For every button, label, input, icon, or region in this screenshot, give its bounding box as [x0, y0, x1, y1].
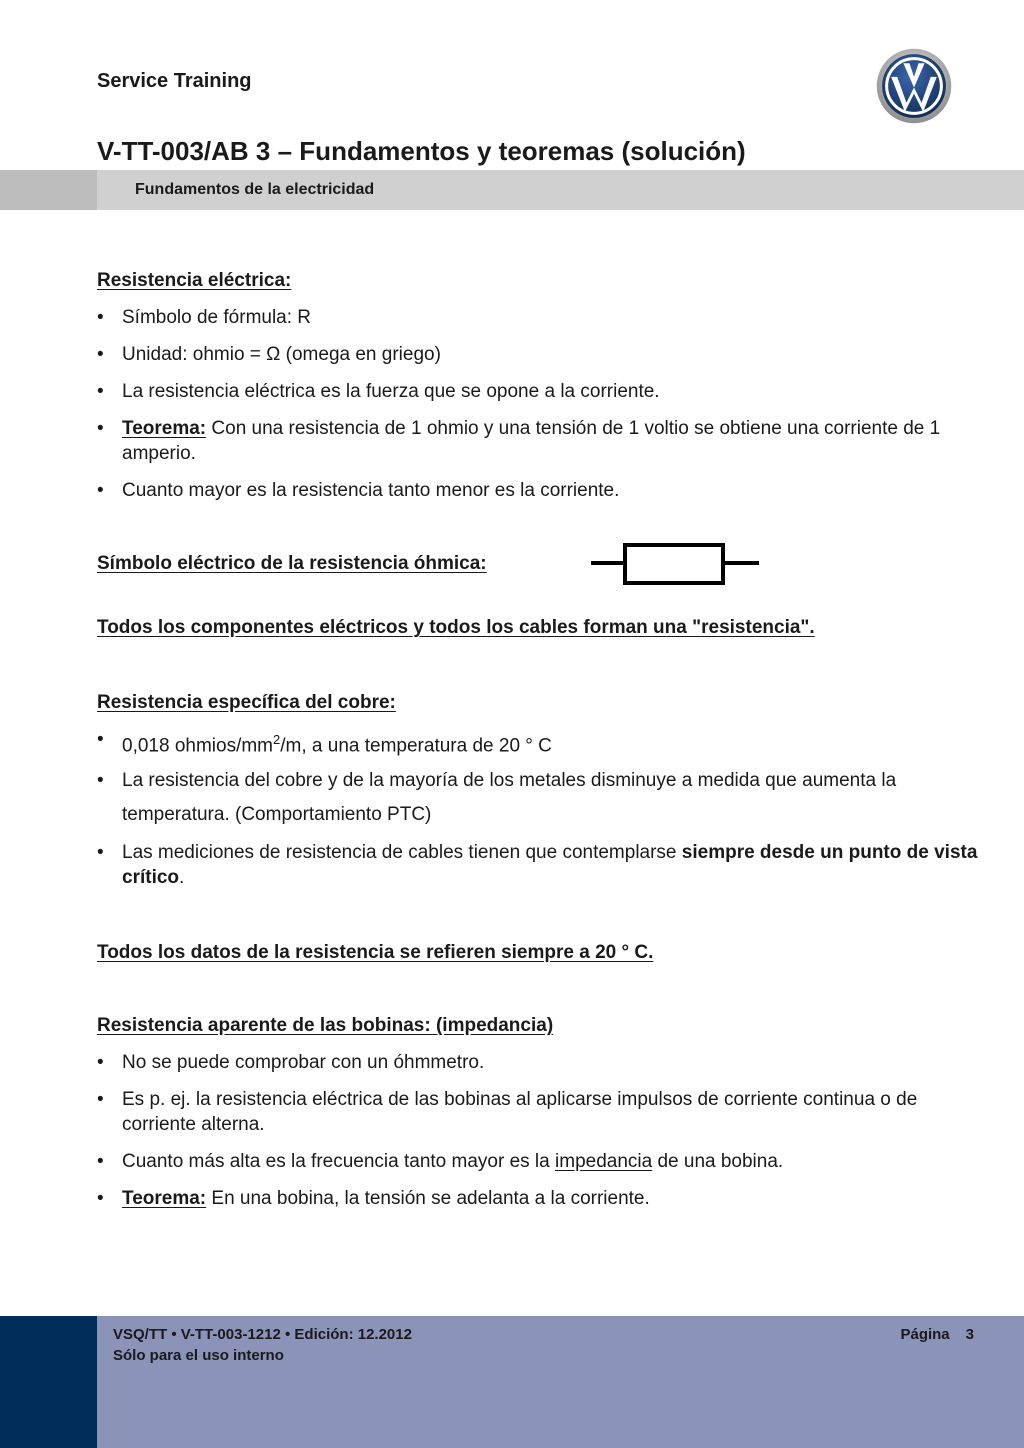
list-item-text: Es p. ej. la resistencia eléctrica de las bobinas al aplicarse impulsos de corriente continua o de corriente alterna.: [122, 1089, 918, 1136]
list-item: [97, 416, 992, 466]
resistor-symbol-icon: [589, 541, 761, 585]
list-item-text: Cuanto mayor es la resistencia tanto menor es la corriente.: [122, 480, 620, 501]
list-item: [97, 1149, 992, 1174]
bullet-dot: •: [97, 770, 104, 792]
superscript: 2: [273, 732, 281, 747]
subtitle-bar-accent: [0, 170, 97, 210]
bullet-list: [97, 305, 992, 503]
list-item-text: La resistencia eléctrica es la fuerza que se opone a la corriente.: [122, 381, 660, 402]
bullet-dot: •: [97, 307, 104, 328]
document-title: V-TT-003/AB 3 – Fundamentos y teoremas (solución): [97, 136, 746, 166]
footer-page-indicator: [900, 1326, 974, 1343]
list-item-text: En una bobina, la tensión se adelanta a la corriente.: [206, 1188, 650, 1210]
section-resistencia-electrica: [97, 268, 992, 503]
section-resistencia-cobre: [97, 690, 992, 890]
list-item-text: 0,018 ohmios/mm: [122, 735, 274, 757]
list-item-text: Unidad: ohmio = Ω (omega en griego): [122, 344, 441, 365]
bullet-dot: •: [97, 1151, 104, 1173]
bullet-dot: •: [97, 729, 104, 750]
page-label: Página: [900, 1326, 950, 1343]
bullet-dot: •: [97, 344, 104, 365]
section-heading: Símbolo eléctrico de la resistencia óhmica:: [97, 553, 487, 574]
footer-bar: [0, 1316, 1024, 1448]
list-item-text: La resistencia del cobre y de la mayoría de los metales disminuye a medida que aumenta la temperatura. (Comportamiento PTC): [122, 770, 897, 826]
list-item-text: .: [179, 867, 185, 889]
footer-document-info: VSQ/TT • V-TT-003-1212 • Edición: 12.2012: [113, 1326, 412, 1343]
list-item-text: Símbolo de fórmula: R: [122, 307, 312, 328]
section-heading: Todos los componentes eléctricos y todos los cables forman una "resistencia".: [97, 617, 815, 638]
bullet-dot: •: [97, 842, 104, 864]
bullet-dot: •: [97, 1089, 104, 1111]
bullet-dot: •: [97, 480, 104, 501]
list-item: [97, 342, 992, 367]
section-todos-componentes: [97, 615, 992, 640]
subtitle-text: Fundamentos de la electricidad: [135, 181, 375, 198]
bullet-list: [97, 1050, 992, 1211]
section-resistencia-aparente: [97, 1013, 992, 1211]
list-item-text: No se puede comprobar con un óhmmetro.: [122, 1052, 485, 1074]
section-heading: Resistencia aparente de las bobinas: (impedancia): [97, 1015, 554, 1037]
list-item-text: /m, a una temperatura de 20 ° C: [280, 735, 552, 757]
theorem-label: Teorema:: [122, 418, 207, 439]
list-item: [97, 1050, 992, 1075]
list-item-text: Cuanto más alta es la frecuencia tanto mayor es la: [122, 1151, 556, 1173]
underlined-term: impedancia: [555, 1151, 653, 1173]
service-training-label: Service Training: [97, 70, 252, 92]
bullet-dot: •: [97, 381, 104, 402]
section-datos-resistencia: [97, 940, 992, 965]
section-heading: Todos los datos de la resistencia se refieren siempre a 20 ° C.: [97, 942, 654, 964]
list-item-text: de una bobina.: [652, 1151, 784, 1173]
bullet-dot: •: [97, 418, 104, 439]
list-item: [97, 305, 992, 330]
bullet-list: [97, 727, 992, 890]
volkswagen-logo-icon: [876, 48, 952, 124]
list-item: [97, 840, 992, 890]
bullet-dot: •: [97, 1052, 104, 1074]
theorem-label: Teorema:: [122, 1188, 207, 1210]
section-heading: Resistencia eléctrica:: [97, 270, 292, 291]
page-number: 3: [965, 1326, 974, 1343]
list-item: [97, 478, 992, 503]
footer-side-block: [0, 1316, 97, 1448]
section-heading: Resistencia específica del cobre:: [97, 692, 396, 713]
list-item-text: Con una resistencia de 1 ohmio y una tensión de 1 voltio se obtiene una corriente de 1 amperio.: [122, 418, 941, 464]
list-item: [97, 764, 992, 832]
bullet-dot: •: [97, 1188, 104, 1210]
list-item-text: Las mediciones de resistencia de cables tienen que contemplarse: [122, 842, 682, 864]
emphasis-text: siempre desde un punto de vista crítico: [122, 842, 978, 889]
section-simbolo-electrico: [97, 541, 992, 585]
list-item: [97, 1087, 992, 1137]
list-item: [97, 727, 992, 758]
list-item: [97, 1186, 992, 1211]
list-item: [97, 379, 992, 404]
footer-internal-use: Sólo para el uso interno: [113, 1347, 284, 1364]
main-content: [97, 268, 992, 1211]
subtitle-bar: [0, 170, 1024, 210]
